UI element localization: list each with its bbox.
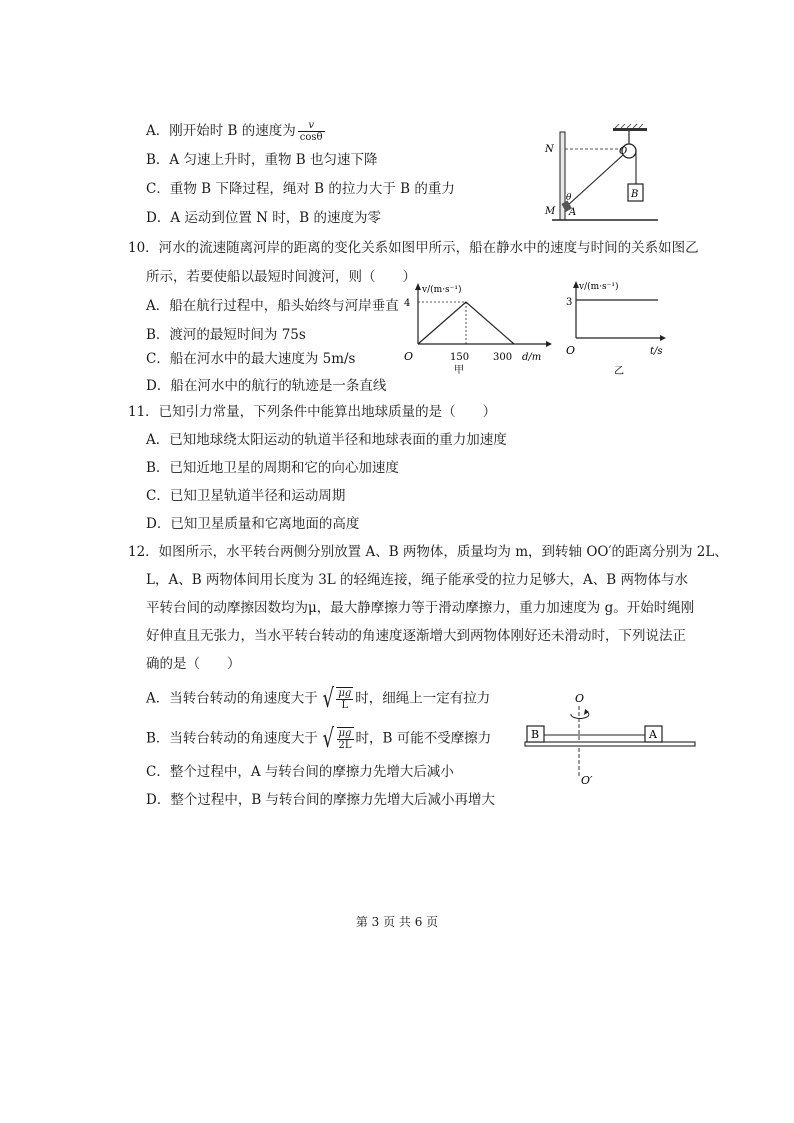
q12-stem-line2: L，A、B 两物体间用长度为 3L 的轻绳连接，绳子能承受的拉力足够大，A、B 两物体与水 [146,572,689,588]
fraction-numerator: v [298,120,325,132]
q12-option-a-prefix: A．当转台转动的角速度大于 [146,690,318,707]
turntable [525,742,695,746]
page-number: 第 3 页 共 6 页 [355,915,439,929]
q12-stem-line5: 确的是（ ） [146,656,241,672]
y-axis-arrow [415,283,421,290]
rotation-arrowhead-icon [584,709,589,715]
q12-option-b [146,726,491,752]
q12-option-a-suffix: 时，细绳上一定有拉力 [355,690,491,707]
q9-option-b: B．A 匀速上升时，重物 B 也匀速下降 [146,152,378,168]
x-tick-300: 300 [493,352,513,363]
label-block-b: B [631,189,639,200]
radical-sign: √ [322,724,335,754]
x-tick-150: 150 [450,352,470,363]
q10-option-c: C．船在河水中的最大速度为 5m/s [146,351,356,367]
label-n: N [545,144,554,155]
q12-option-b-sqrt [320,726,354,752]
q12-option-b-suffix: 时，B 可能不受摩擦力 [355,730,492,747]
label-a: A [569,207,577,218]
q11-option-d: D．已知卫星质量和它离地面的高度 [146,516,360,532]
origin-label: O [566,344,576,357]
fraction-numerator: μg [338,688,352,699]
q9-option-a [146,120,327,143]
y-tick-label: 4 [404,298,411,309]
y-axis-label: v/(m·s⁻¹) [579,282,619,292]
x-axis-label: d/m [522,352,542,363]
q11-option-c: C．已知卫星轨道半径和运动周期 [146,488,346,504]
radical-sign: √ [322,684,334,714]
q12-stem-line3: 平转台间的动摩擦因数均为μ，最大静摩擦力等于滑动摩擦力，重力加速度为 g。开始时绳刚 [146,600,695,616]
label-o: O [619,146,628,157]
q12-option-b-prefix: B．当转台转动的角速度大于 [146,730,318,747]
q11-option-a: A．已知地球绕太阳运动的轨道半径和地球表面的重力加速度 [146,432,507,448]
label-block-b: B [531,728,540,741]
label-axis-top: O [575,692,585,705]
q12-option-d: D．整个过程中，B 与转台间的摩擦力先增大后减小再增大 [146,792,496,808]
caption: 甲 [454,365,464,375]
label-axis-bottom: O′ [581,774,593,787]
q12-turntable-figure [515,690,700,790]
ceiling-hatch [615,124,643,128]
x-axis-label: t/s [650,346,663,357]
q10-option-a: A．船在航行过程中，船头始终与河岸垂直 [146,298,399,314]
label-theta: θ [566,193,572,203]
fraction-numerator: μg [337,728,354,740]
y-tick-label: 3 [566,297,573,308]
x-axis-arrow [660,335,666,341]
caption: 乙 [614,366,624,376]
fraction-denominator: L [341,700,349,711]
ceiling [613,128,647,131]
chart-yi [562,276,682,376]
origin-label: O [404,350,414,363]
q11-stem: 11．已知引力常量，下列条件中能算出地球质量的是（ ） [128,404,497,420]
q10-stem-line2: 所示，若要使船以最短时间渡河，则（ ） [146,269,416,285]
q11-option-b: B．已知近地卫星的周期和它的向心加速度 [146,460,399,476]
q9-option-d: D．A 运动到位置 N 时，B 的速度为零 [146,210,381,226]
q9-pulley-figure [530,120,660,225]
sqrt-fraction [337,728,354,751]
q9-option-a-fraction [298,120,325,143]
chart-jia [398,280,558,375]
q12-stem-line1: 12．如图所示，水平转台两侧分别放置 A、B 两物体，质量均为 m，到转轴 OO′的距离分别为 2L、 [128,544,728,560]
q10-option-d: D．船在河水中的航行的轨迹是一条直线 [146,378,387,394]
q12-stem-line4: 好伸直且无张力，当水平转台转动的角速度逐渐增大到两物体刚好还未滑动时，下列说法正 [146,628,686,644]
q9-option-c: C．重物 B 下降过程，绳对 B 的拉力大于 B 的重力 [146,181,455,197]
sqrt-fraction [336,688,353,711]
q10-stem-line1: 10．河水的流速随离河岸的距离的变化关系如图甲所示，船在静水中的速度与时间的关系如图乙 [128,240,699,256]
fraction-denominator: cosθ [299,132,323,143]
label-m: M [545,206,556,217]
q12-option-a-sqrt [320,686,353,712]
q9-option-a-text: A．刚开始时 B 的速度为 [146,123,296,139]
rope-to-A [567,155,623,206]
x-axis-arrow [546,341,552,347]
fraction-denominator: 2L [338,740,352,751]
y-axis-label: v/(m·s⁻¹) [422,285,462,295]
q12-option-a [146,686,490,712]
q12-option-c: C．整个过程中，A 与转台间的摩擦力先增大后减小 [146,764,454,780]
label-block-a: A [649,728,657,741]
q10-option-b: B．渡河的最短时间为 75s [146,327,306,343]
